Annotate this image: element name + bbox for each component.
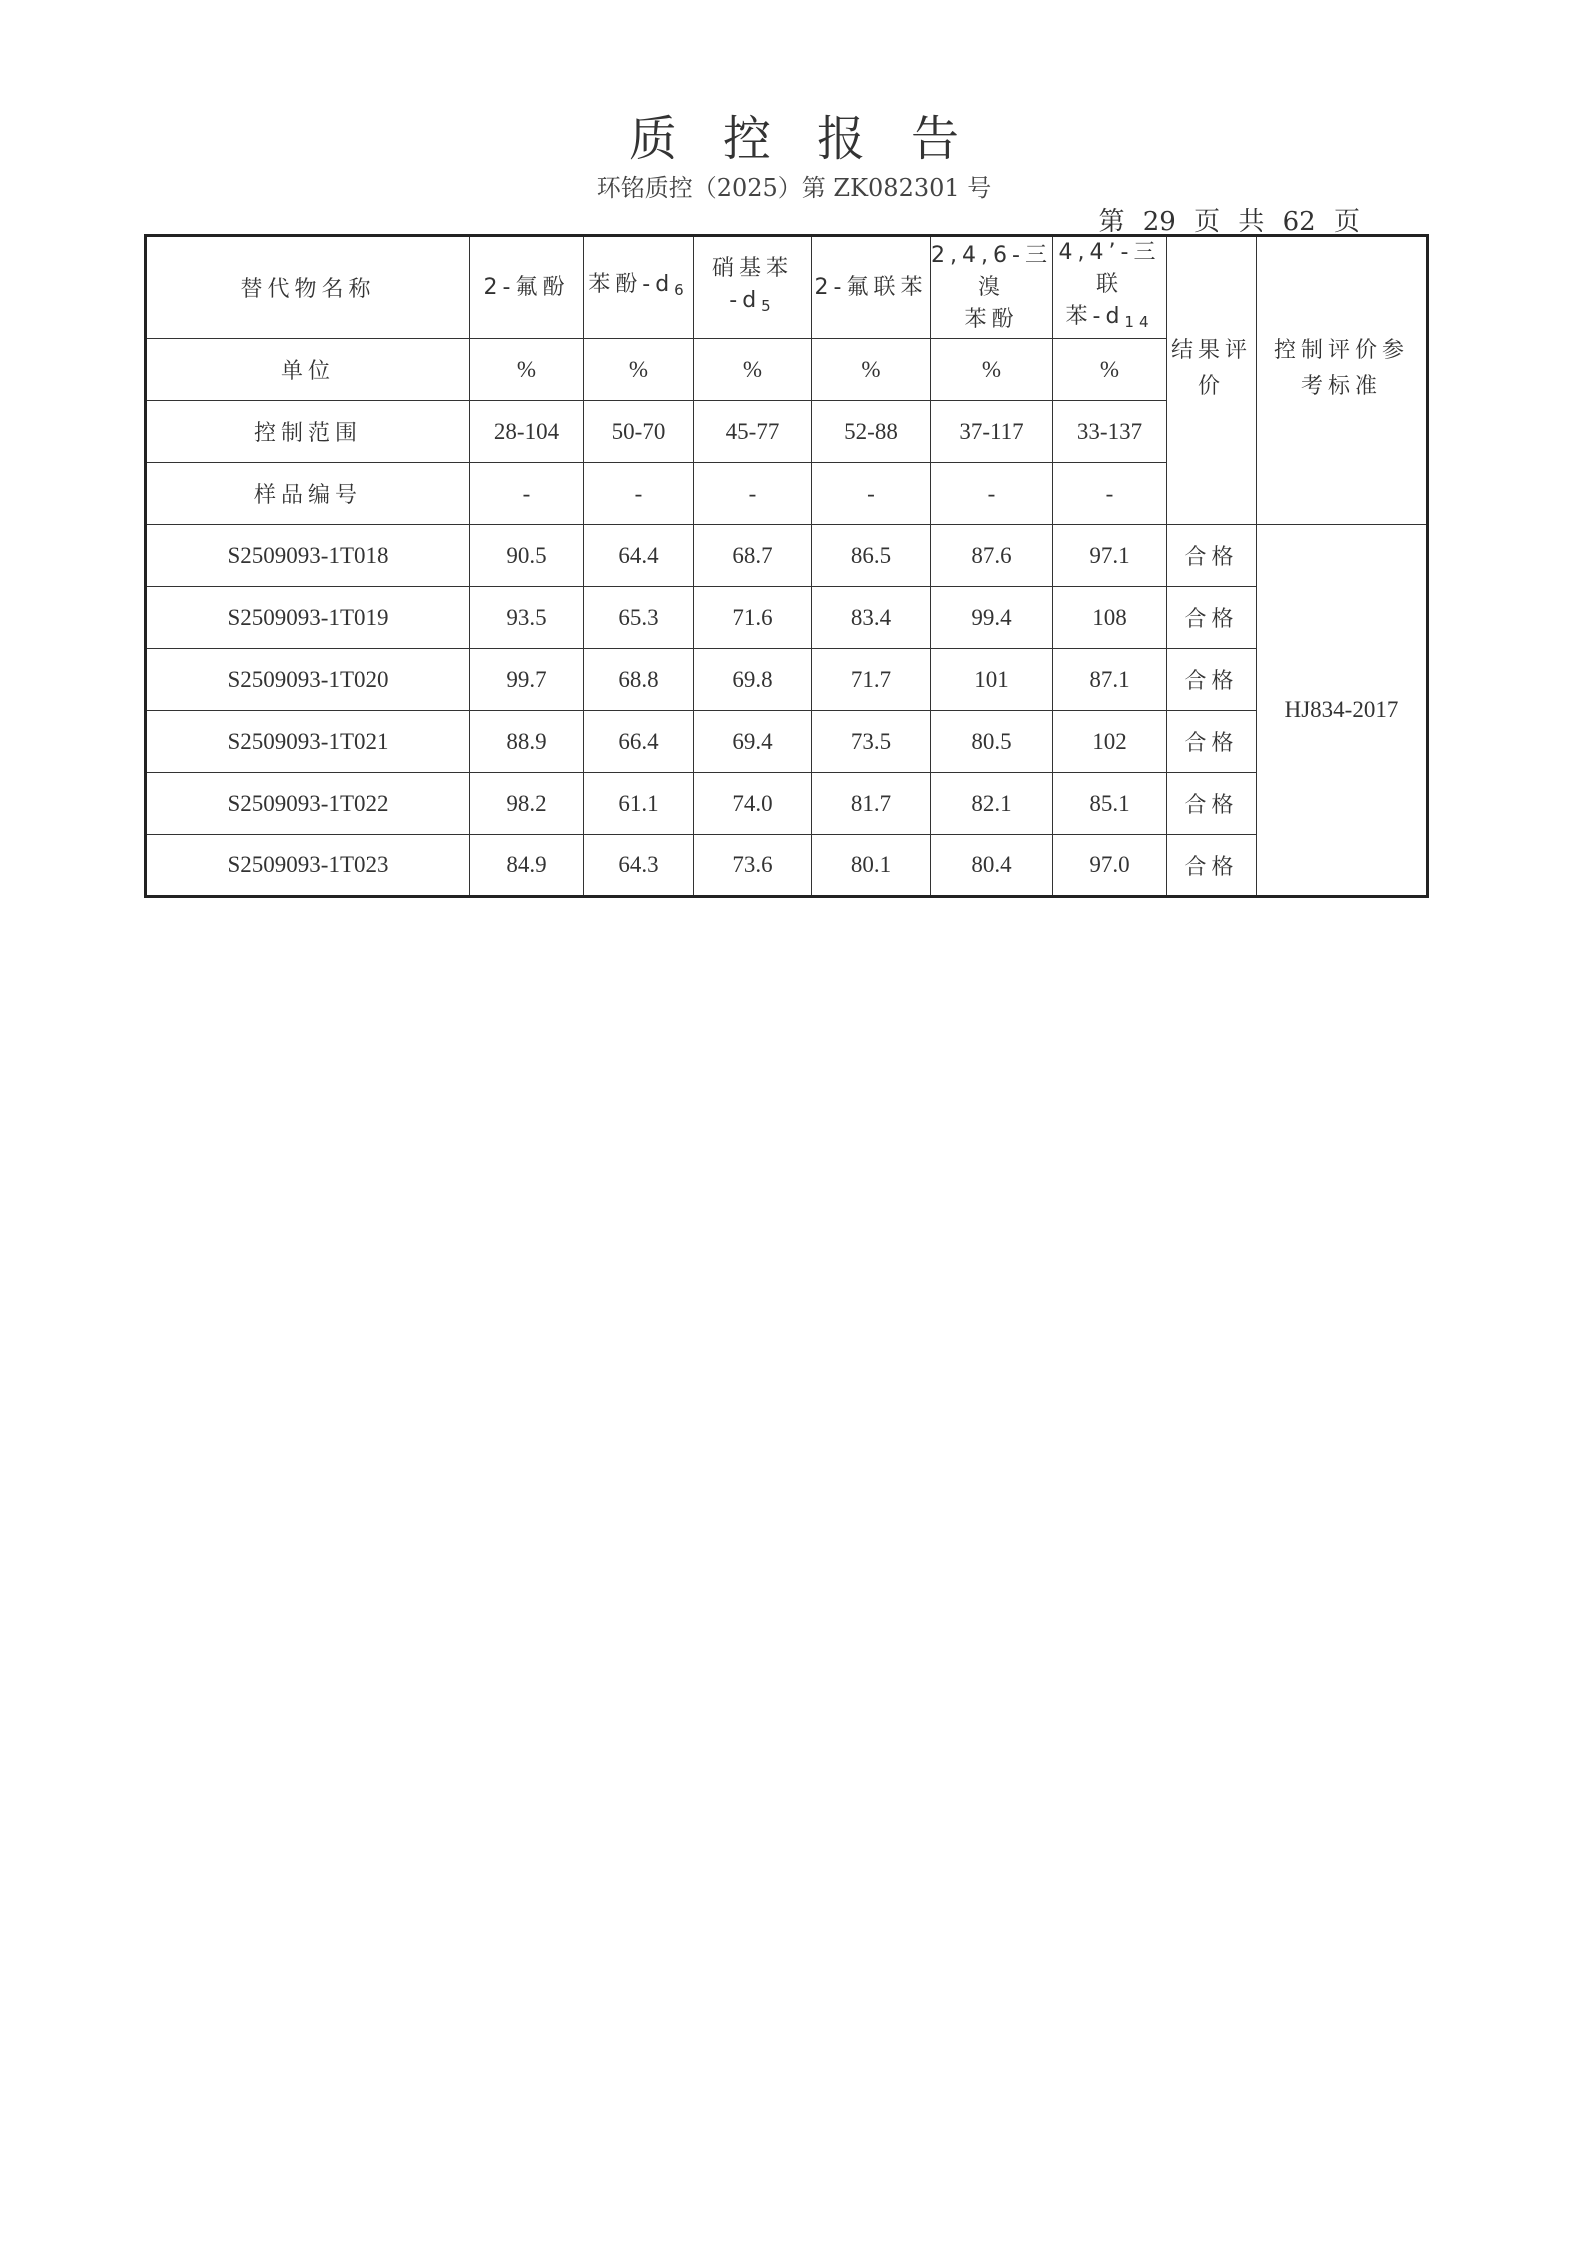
substance-name-line2: -d	[729, 288, 762, 313]
recovery-value-cell: 99.7	[470, 649, 584, 711]
row-label-sample: 样品编号	[146, 463, 470, 525]
table-row	[146, 236, 1428, 339]
sample-id-cell: S2509093-1T023	[146, 835, 470, 897]
recovery-value-cell: 97.0	[1053, 835, 1167, 897]
substance-header	[931, 236, 1053, 339]
unit-cell: %	[1053, 339, 1167, 401]
row-label-range: 控制范围	[146, 401, 470, 463]
standard-header: 控制评价参考标准	[1257, 236, 1428, 525]
recovery-value-cell: 98.2	[470, 773, 584, 835]
sample-id-cell: S2509093-1T018	[146, 525, 470, 587]
sample-placeholder-cell: -	[584, 463, 694, 525]
table-row	[146, 773, 1428, 835]
substance-header	[812, 236, 931, 339]
range-cell: 45-77	[694, 401, 812, 463]
recovery-value-cell: 74.0	[694, 773, 812, 835]
sample-placeholder-cell: -	[694, 463, 812, 525]
substance-subscript: 14	[1124, 313, 1154, 331]
table-row	[146, 525, 1428, 587]
range-cell: 28-104	[470, 401, 584, 463]
substance-name-line1: 2-氟酚	[483, 274, 570, 300]
range-cell: 33-137	[1053, 401, 1167, 463]
substance-name-line2: 苯-d	[1065, 304, 1125, 329]
report-title: 质控报告	[628, 111, 1005, 167]
result-cell: 合格	[1167, 525, 1257, 587]
unit-cell: %	[812, 339, 931, 401]
table-row	[146, 587, 1428, 649]
range-cell: 52-88	[812, 401, 931, 463]
sample-id-cell: S2509093-1T022	[146, 773, 470, 835]
recovery-value-cell: 66.4	[584, 711, 694, 773]
unit-cell: %	[931, 339, 1053, 401]
recovery-value-cell: 69.8	[694, 649, 812, 711]
result-cell: 合格	[1167, 835, 1257, 897]
substance-name-line1: 2,4,6-三溴	[931, 242, 1052, 300]
range-cell: 37-117	[931, 401, 1053, 463]
table-row	[146, 835, 1428, 897]
recovery-value-cell: 71.7	[812, 649, 931, 711]
recovery-value-cell: 73.5	[812, 711, 931, 773]
substance-subscript: 5	[761, 297, 776, 315]
substance-name-line1: 2-氟联苯	[814, 274, 928, 300]
recovery-value-cell: 93.5	[470, 587, 584, 649]
recovery-value-cell: 90.5	[470, 525, 584, 587]
recovery-value-cell: 68.7	[694, 525, 812, 587]
sample-placeholder-cell: -	[812, 463, 931, 525]
recovery-value-cell: 84.9	[470, 835, 584, 897]
substance-name-line1: 苯酚-d	[588, 272, 675, 297]
recovery-value-cell: 64.3	[584, 835, 694, 897]
result-cell: 合格	[1167, 711, 1257, 773]
result-cell: 合格	[1167, 587, 1257, 649]
substance-name-line1: 硝基苯	[711, 256, 793, 281]
recovery-value-cell: 65.3	[584, 587, 694, 649]
standard-value-cell: HJ834-2017	[1257, 525, 1428, 897]
result-cell: 合格	[1167, 773, 1257, 835]
report-number: 环铭质控（2025）第 ZK082301 号	[596, 174, 992, 202]
substance-name-line1: 4,4’-三联	[1058, 240, 1161, 297]
recovery-value-cell: 97.1	[1053, 525, 1167, 587]
row-label-unit: 单位	[146, 339, 470, 401]
substance-header	[1053, 236, 1167, 339]
unit-cell: %	[470, 339, 584, 401]
recovery-value-cell: 71.6	[694, 587, 812, 649]
recovery-value-cell: 80.5	[931, 711, 1053, 773]
substance-header	[470, 236, 584, 339]
range-cell: 50-70	[584, 401, 694, 463]
recovery-value-cell: 83.4	[812, 587, 931, 649]
recovery-value-cell: 88.9	[470, 711, 584, 773]
unit-cell: %	[694, 339, 812, 401]
recovery-value-cell: 87.1	[1053, 649, 1167, 711]
result-evaluation-header: 结果评价	[1167, 236, 1257, 525]
quality-control-table	[144, 234, 1429, 898]
recovery-value-cell: 99.4	[931, 587, 1053, 649]
recovery-value-cell: 80.1	[812, 835, 931, 897]
recovery-value-cell: 108	[1053, 587, 1167, 649]
page-indicator: 第 29 页 共 62 页	[1098, 207, 1360, 237]
recovery-value-cell: 87.6	[931, 525, 1053, 587]
substance-header	[584, 236, 694, 339]
recovery-value-cell: 64.4	[584, 525, 694, 587]
substance-header	[694, 236, 812, 339]
sample-placeholder-cell: -	[1053, 463, 1167, 525]
recovery-value-cell: 101	[931, 649, 1053, 711]
result-cell: 合格	[1167, 649, 1257, 711]
sample-id-cell: S2509093-1T021	[146, 711, 470, 773]
recovery-value-cell: 80.4	[931, 835, 1053, 897]
recovery-value-cell: 102	[1053, 711, 1167, 773]
recovery-value-cell: 85.1	[1053, 773, 1167, 835]
table-row	[146, 649, 1428, 711]
table-row	[146, 711, 1428, 773]
recovery-value-cell: 86.5	[812, 525, 931, 587]
recovery-value-cell: 81.7	[812, 773, 931, 835]
recovery-value-cell: 69.4	[694, 711, 812, 773]
sample-id-cell: S2509093-1T020	[146, 649, 470, 711]
unit-cell: %	[584, 339, 694, 401]
recovery-value-cell: 82.1	[931, 773, 1053, 835]
recovery-value-cell: 68.8	[584, 649, 694, 711]
row-label-name: 替代物名称	[146, 236, 470, 339]
sample-placeholder-cell: -	[931, 463, 1053, 525]
recovery-value-cell: 61.1	[584, 773, 694, 835]
sample-placeholder-cell: -	[470, 463, 584, 525]
substance-subscript: 6	[674, 281, 689, 299]
substance-name-line2: 苯酚	[964, 306, 1019, 332]
sample-id-cell: S2509093-1T019	[146, 587, 470, 649]
recovery-value-cell: 73.6	[694, 835, 812, 897]
